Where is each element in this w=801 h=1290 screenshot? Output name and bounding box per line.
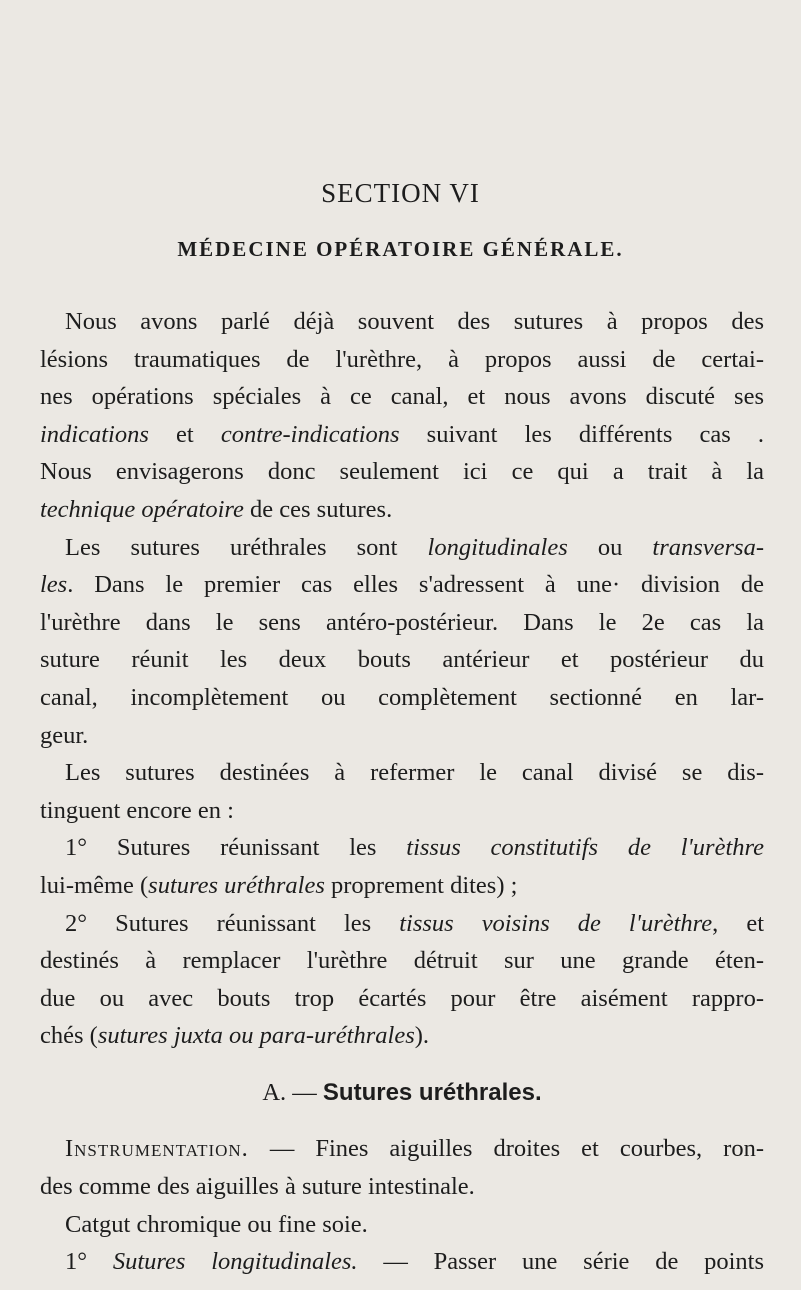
text-line	[40, 792, 764, 830]
text-line	[40, 341, 764, 379]
text-line	[40, 604, 764, 642]
instrumentation-label: Instrumentation.	[65, 1135, 249, 1163]
text-line	[40, 1243, 764, 1281]
text-line	[40, 641, 764, 679]
text-span: des comme des aiguilles à suture intestinale.	[40, 1173, 475, 1201]
text-span: nes opérations spéciales à ce canal, et nous avons discuté ses	[40, 383, 764, 411]
text-span: lésions traumatiques de l'urèthre, à propos aussi de certai-	[40, 345, 764, 373]
text-emphasis: technique opératoire	[40, 495, 244, 523]
chapter-title: MÉDECINE OPÉRATOIRE GÉNÉRALE.	[177, 237, 624, 261]
list-number: 1°	[65, 834, 88, 862]
text-span: Les sutures destinées à refermer le canal divisé se dis-	[65, 759, 764, 787]
section-title: SECTION VI	[321, 178, 480, 208]
text-emphasis: sutures juxta ou para-uréthrales	[97, 1022, 415, 1050]
text-span: . Dans le premier cas elles s'adressent à une· division de	[67, 571, 764, 599]
text-span: destinés à remplacer l'urèthre détruit sur une grande éten-	[40, 947, 764, 975]
text-line	[40, 416, 764, 454]
text-line	[40, 905, 764, 943]
text-span: Catgut chromique ou fine soie.	[65, 1210, 368, 1238]
text-line	[40, 453, 764, 491]
text-span: Sutures réunissant les	[87, 834, 407, 862]
text-line	[40, 491, 764, 529]
text-line	[40, 829, 764, 867]
text-emphasis: transversa-	[652, 533, 764, 561]
text-line	[40, 378, 764, 416]
text-span: suivant les différents cas .	[399, 420, 765, 448]
text-span: et	[148, 420, 221, 448]
text-line	[40, 1017, 764, 1055]
text-emphasis: sutures uréthrales	[148, 871, 325, 899]
text-span: l'urèthre dans le sens antéro-postérieur. Dans le 2e cas la	[40, 608, 764, 636]
text-line	[40, 566, 764, 604]
text-line	[40, 303, 764, 341]
text-span: Les sutures uréthrales sont	[65, 533, 428, 561]
text-span: , et	[712, 909, 764, 937]
text-emphasis: longitudinales	[427, 533, 568, 561]
text-emphasis: contre-indications	[220, 420, 400, 448]
text-emphasis: les	[40, 571, 68, 599]
text-span: lui-même (	[40, 871, 149, 899]
text-line	[40, 867, 764, 905]
list-number: 2°	[65, 909, 88, 937]
text-line	[40, 942, 764, 980]
list-number: 1°	[65, 1248, 88, 1276]
text-span: ou	[567, 533, 653, 561]
body-text	[40, 303, 764, 1281]
text-span: ).	[414, 1022, 430, 1050]
text-span: tinguent encore en :	[40, 796, 234, 824]
text-line	[40, 529, 764, 567]
text-span: — Fines aiguilles droites et courbes, ron-	[248, 1135, 764, 1163]
subheading	[40, 1074, 764, 1112]
subheading-title: Sutures uréthrales.	[322, 1078, 542, 1106]
text-line	[40, 717, 764, 755]
text-line	[40, 980, 764, 1018]
text-span: suture réunit les deux bouts antérieur et postérieur du	[40, 646, 764, 674]
text-line	[40, 754, 764, 792]
text-span: de ces sutures.	[243, 495, 393, 523]
text-span: Nous avons parlé déjà souvent des sutures à propos des	[65, 308, 764, 335]
text-emphasis: Sutures longitudinales.	[87, 1248, 358, 1276]
text-line	[40, 1130, 764, 1168]
text-span: canal, incomplètement ou complètement sectionné en lar-	[40, 683, 764, 711]
text-span: chés (	[40, 1022, 98, 1050]
text-line	[40, 1168, 764, 1206]
text-span: proprement dites) ;	[324, 871, 518, 899]
subheading-prefix: A. —	[262, 1078, 323, 1106]
text-span: Sutures réunissant les	[87, 909, 400, 937]
text-emphasis: tissus constitutifs de l'urèthre	[406, 834, 765, 862]
text-span: due ou avec bouts trop écartés pour être aisément rappro-	[40, 984, 764, 1012]
text-span: Nous envisagerons donc seulement ici ce qui a trait à la	[40, 458, 764, 486]
text-line	[40, 679, 764, 717]
text-emphasis: tissus voisins de l'urèthre	[399, 909, 713, 937]
text-span: — Passer une série de points	[357, 1248, 764, 1276]
text-line	[40, 1206, 764, 1244]
text-span: geur.	[40, 721, 89, 749]
text-emphasis: indications	[40, 420, 149, 448]
